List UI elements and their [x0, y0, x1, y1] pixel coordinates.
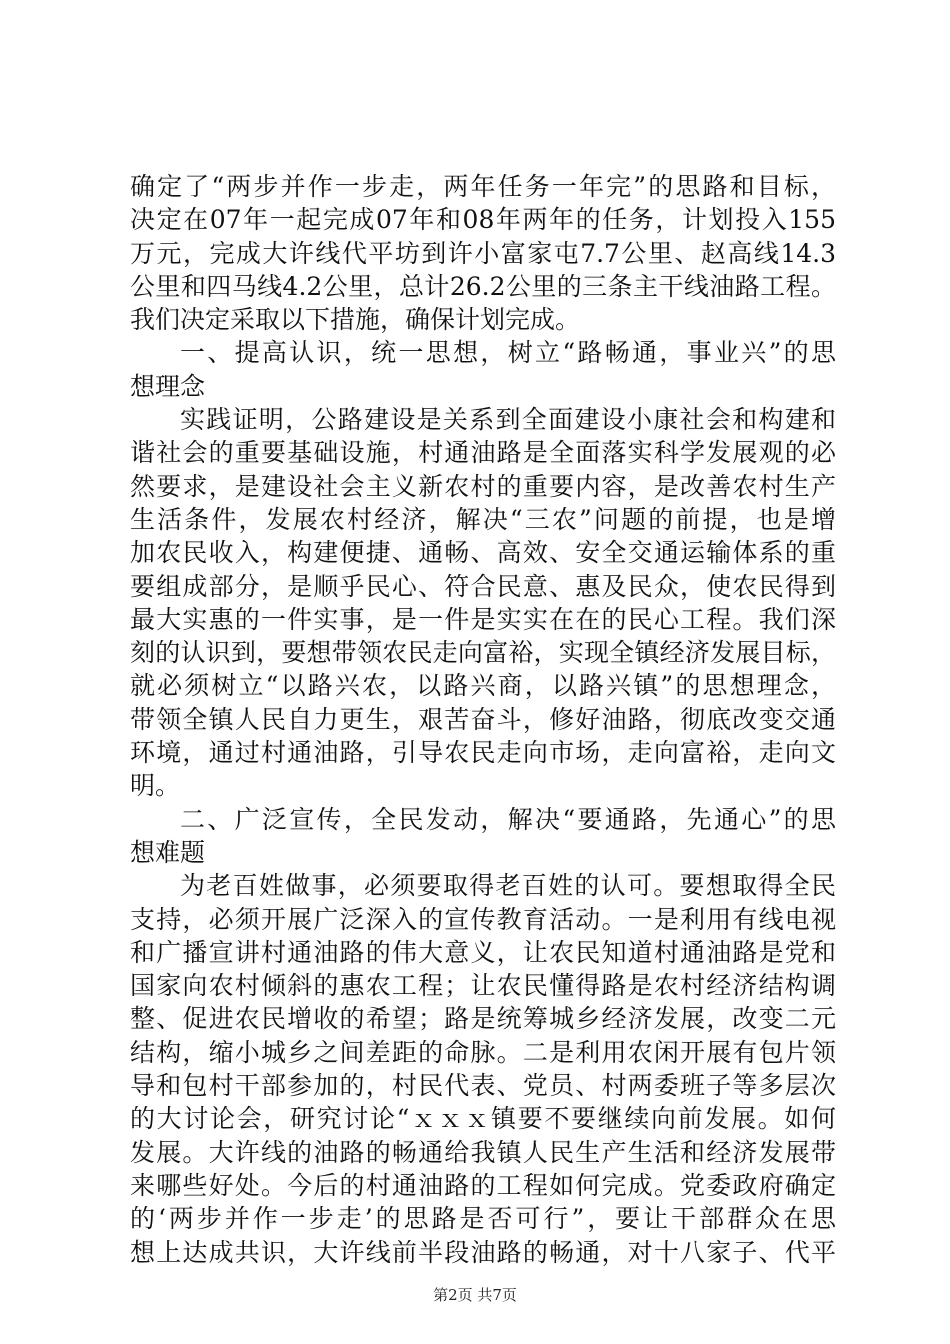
section-heading-2-cont: 想难题 [130, 837, 206, 867]
text-line-28: 导和包村干部参加的，村民代表、党员、村两委班子等多层次 [130, 1071, 836, 1101]
text-line-10: 然要求，是建设社会主义新农村的重要内容，是改善农村生产 [130, 471, 836, 501]
text-line-2: 决定在07年一起完成07年和08年两年的任务，计划投入155 [130, 205, 836, 235]
text-line-25: 国家向农村倾斜的惠农工程；让农民懂得路是农村经济结构调 [130, 971, 836, 1001]
text-line-18: 环境，通过村通油路，引导农民走向市场，走向富裕，走向文 [130, 738, 836, 768]
page-number-footer: 第2页 共7页 [433, 1286, 517, 1304]
text-line-22: 为老百姓做事，必须要取得老百姓的认可。要想取得全民 [180, 871, 836, 901]
text-line-23: 支持，必须开展广泛深入的宣传教育活动。一是利用有线电视 [130, 904, 836, 934]
text-line-5: 我们决定采取以下措施，确保计划完成。 [130, 305, 581, 335]
text-line-11: 生活条件，发展农村经济，解决“三农”问题的前提，也是增 [130, 504, 836, 534]
text-line-12: 加农民收入，构建便捷、通畅、高效、安全交通运输体系的重 [130, 538, 836, 568]
text-line-31: 来哪些好处。今后的村通油路的工程如何完成。党委政府确定 [130, 1170, 836, 1200]
text-line-26: 整、促进农民增收的希望；路是统筹城乡经济发展，改变二元 [130, 1004, 836, 1034]
text-line-17: 带领全镇人民自力更生，艰苦奋斗，修好油路，彻底改变交通 [130, 704, 836, 734]
text-line-30: 发展。大许线的油路的畅通给我镇人民生产生活和经济发展带 [130, 1137, 836, 1167]
text-line-4: 公里和四马线4.2公里，总计26.2公里的三条主干线油路工程。 [130, 271, 836, 301]
text-line-9: 谐社会的重要基础设施，村通油路是全面落实科学发展观的必 [130, 438, 836, 468]
text-line-32: 的‘两步并作一步走’的思路是否可行”，要让干部群众在思 [130, 1204, 836, 1234]
text-line-13: 要组成部分，是顺乎民心、符合民意、惠及民众，使农民得到 [130, 571, 836, 601]
document-body [130, 170, 836, 1269]
text-line-24: 和广播宣讲村通油路的伟大意义，让农民知道村通油路是党和 [130, 937, 836, 967]
text-line-16: 就必须树立“以路兴农，以路兴商，以路兴镇”的思想理念， [130, 671, 836, 701]
section-heading-1: 一、提高认识，统一思想，树立“路畅通，事业兴”的思 [180, 338, 836, 368]
text-line-14: 最大实惠的一件实事，是一件是实实在在的民心工程。我们深 [130, 604, 836, 634]
text-line-1: 确定了“两步并作一步走，两年任务一年完”的思路和目标， [130, 172, 836, 201]
text-line-33: 想上达成共识，大许线前半段油路的畅通，对十八家子、代平 [130, 1237, 836, 1267]
text-line-8: 实践证明，公路建设是关系到全面建设小康社会和构建和 [180, 405, 836, 435]
text-line-3: 万元，完成大许线代平坊到许小富家屯7.7公里、赵高线14.3 [130, 238, 836, 268]
section-heading-2: 二、广泛宣传，全民发动，解决“要通路，先通心”的思 [180, 804, 836, 834]
text-line-15: 刻的认识到，要想带领农民走向富裕，实现全镇经济发展目标， [130, 638, 836, 668]
section-heading-1-cont: 想理念 [130, 371, 206, 401]
text-line-29: 的大讨论会，研究讨论“ｘｘｘ镇要不要继续向前发展。如何 [130, 1104, 836, 1134]
text-line-27: 结构，缩小城乡之间差距的命脉。二是利用农闲开展有包片领 [130, 1037, 836, 1067]
text-line-19: 明。 [130, 771, 181, 801]
